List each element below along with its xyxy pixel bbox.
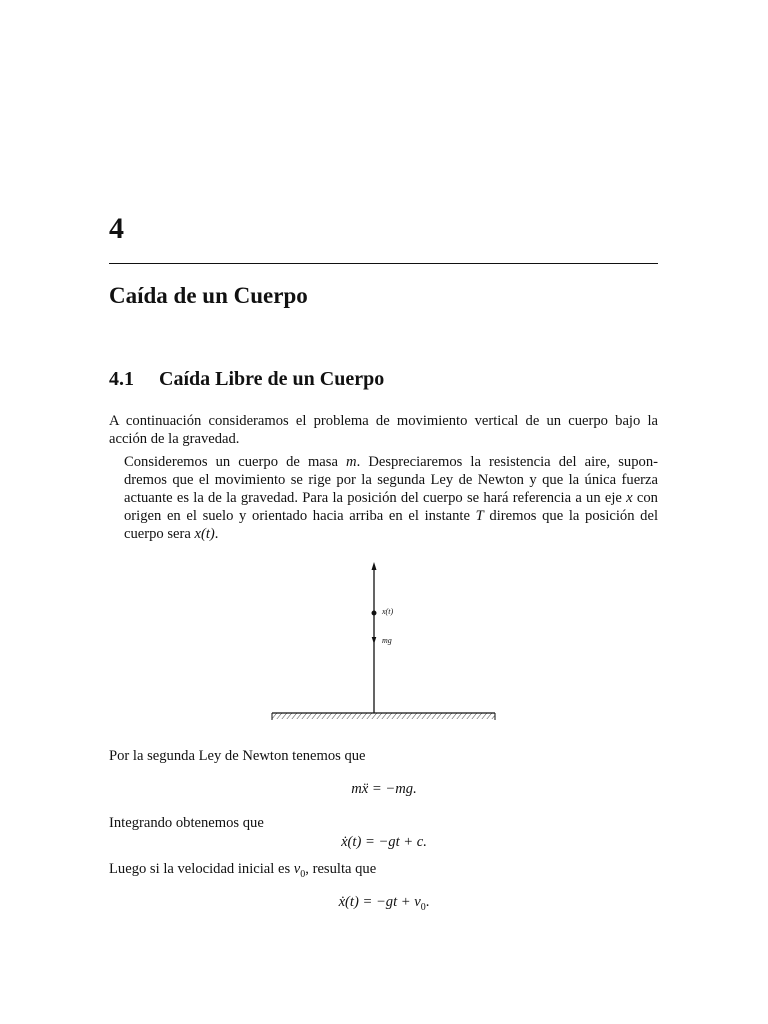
paragraph-line: origen en el suelo y orientado hacia arriba en el instante T diremos que la posición del — [124, 508, 658, 524]
paragraph-line: cuerpo sera x(t). — [124, 526, 219, 542]
paragraph-line: acción de la gravedad. — [109, 431, 240, 447]
paragraph-line: actuante es la de la gravedad. Para la posición del cuerpo se hará referencia a un eje x con — [124, 490, 658, 506]
paragraph-line: dremos que el movimiento se rige por la segunda Ley de Newton y que la única fuerza — [124, 472, 658, 488]
paragraph-intro — [109, 412, 658, 448]
position-label: x(t) — [382, 607, 394, 616]
chapter-number: 4 — [109, 212, 124, 245]
equation-text: ẋ(t) = −gt + c. — [341, 834, 427, 850]
gravity-arrowhead — [372, 637, 377, 644]
equation-velocity — [0, 833, 768, 851]
ground-hatch — [272, 713, 495, 719]
section-title: Caída Libre de un Cuerpo — [159, 368, 385, 390]
falling-body-diagram — [265, 560, 501, 730]
paragraph-line: A continuación consideramos el problema de movimiento vertical de un cuerpo bajo la — [109, 413, 658, 429]
paragraph-line: Consideremos un cuerpo de masa m. Despreciaremos la resistencia del aire, supon- — [124, 454, 658, 470]
force-label: mg — [382, 636, 392, 645]
section-number: 4.1 — [109, 368, 134, 390]
falling-body-svg — [265, 560, 501, 725]
integrating-intro: Integrando obtenemos que — [109, 815, 264, 831]
equation-initial-velocity: ẋ(t) = $-gt + v_0$. — [338, 894, 430, 913]
paragraph-body — [109, 453, 658, 543]
equation-newton — [0, 780, 768, 798]
equation-text: mẍ = −mg. — [351, 781, 417, 797]
section-heading — [109, 367, 384, 391]
chapter-rule — [109, 263, 658, 264]
axis-arrowhead — [372, 562, 377, 570]
body-dot — [372, 611, 377, 616]
chapter-title: Caída de un Cuerpo — [109, 283, 308, 308]
newton-intro: Por la segunda Ley de Newton tenemos que — [109, 748, 366, 764]
initial-velocity-intro: Luego si la velocidad inicial es $v_0$, resulta que — [109, 861, 377, 880]
